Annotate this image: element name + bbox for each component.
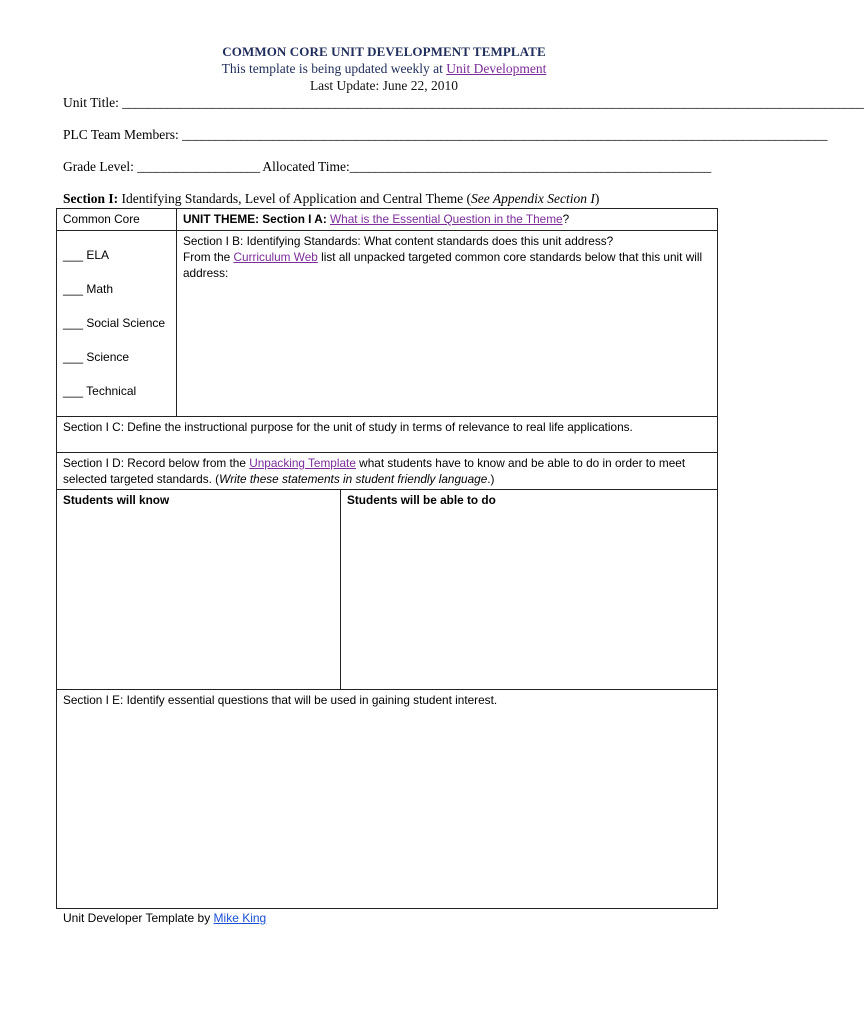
unit-title-field[interactable] [63, 95, 864, 111]
curriculum-web-link[interactable]: Curriculum Web [233, 250, 318, 264]
update-notice [0, 61, 768, 77]
section-1b-heading [183, 233, 711, 249]
section-1d-cell [57, 453, 718, 690]
allocated-time-line: ________________________________________________________ [349, 159, 711, 174]
section-1b-from: From the [183, 250, 234, 264]
section-1-heading [63, 191, 599, 207]
section-1b-question: What content standards does this unit address? [360, 234, 614, 248]
section-1c-text: Section I C: Define the instructional purpose for the unit of study in terms of relevance to real life applications. [63, 420, 633, 434]
students-know-header: Students will know [63, 493, 170, 507]
students-know-cell[interactable] [57, 490, 341, 690]
section-1d-rest: what students have to know and be able to do in order to meet selected targeted standards. ( [63, 456, 686, 486]
section-1d-heading [57, 453, 717, 489]
grade-time-field[interactable] [63, 159, 711, 175]
section-1-appendix: See Appendix Section I [471, 191, 595, 206]
standards-table [56, 208, 718, 909]
checkbox-ela[interactable]: ___ ELA [63, 248, 110, 262]
update-notice-text: This template is being updated weekly at [221, 61, 447, 76]
mike-king-link[interactable]: Mike King [213, 911, 267, 925]
last-update: Last Update: June 22, 2010 [309, 78, 459, 93]
document-title: COMMON CORE UNIT DEVELOPMENT TEMPLATE [222, 44, 546, 59]
plc-team-label: PLC Team Members: [63, 127, 179, 142]
section-1-text: Identifying Standards, Level of Application and Central Theme ( [118, 191, 472, 206]
allocated-time-label: Allocated Time: [262, 159, 350, 174]
students-do-cell[interactable] [341, 490, 718, 690]
section-1d-close: .) [487, 472, 495, 486]
section-1b-rest: list all unpacked targeted common core standards below that this unit will address: [183, 250, 703, 280]
unpacking-template-link[interactable]: Unpacking Template [249, 456, 356, 470]
section-1e-text: Section I E: Identify essential questions that will be used in gaining student interest. [63, 693, 498, 707]
essential-question-link[interactable]: What is the Essential Question in the Theme [330, 212, 563, 226]
section-1b-cell[interactable] [177, 231, 718, 417]
section-1c-cell[interactable] [57, 417, 718, 453]
grade-level-line: ___________________ [137, 159, 260, 174]
section-1b-label: Section I B: Identifying Standards: [183, 234, 361, 248]
common-core-header: Common Core [57, 209, 177, 231]
unit-theme-cell [177, 209, 718, 231]
plc-team-field[interactable] [63, 127, 828, 143]
checkbox-science[interactable]: ___ Science [63, 350, 130, 364]
unit-theme-end: ? [562, 212, 570, 226]
plc-team-line: ____________________________________________________________________________________________________ [182, 127, 828, 142]
checkbox-math[interactable]: ___ Math [63, 282, 114, 296]
checkbox-technical[interactable]: ___ Technical [63, 384, 137, 398]
section-1-label: Section I: [63, 191, 119, 206]
checkbox-social-science[interactable]: ___ Social Science [63, 316, 166, 330]
section-1-close: ) [594, 191, 600, 206]
footer-credit [63, 911, 266, 925]
unit-theme-label: UNIT THEME: Section I A: [183, 212, 327, 226]
section-1d-italic: Write these statements in student friendly language [219, 472, 488, 486]
section-1b-instructions [183, 249, 711, 281]
students-do-header: Students will be able to do [347, 493, 496, 507]
section-1d-prefix: Section I D: Record below from the [63, 456, 250, 470]
footer-text: Unit Developer Template by [63, 911, 214, 925]
section-1e-cell[interactable] [57, 690, 718, 909]
unit-development-link[interactable]: Unit Development [446, 61, 547, 76]
unit-title-line: ___________________________________________________________________________________________________________________ [122, 95, 864, 110]
grade-level-label: Grade Level: [63, 159, 134, 174]
unit-title-label: Unit Title: [63, 95, 119, 110]
subject-checklist [57, 231, 177, 417]
know-do-table [56, 489, 718, 690]
